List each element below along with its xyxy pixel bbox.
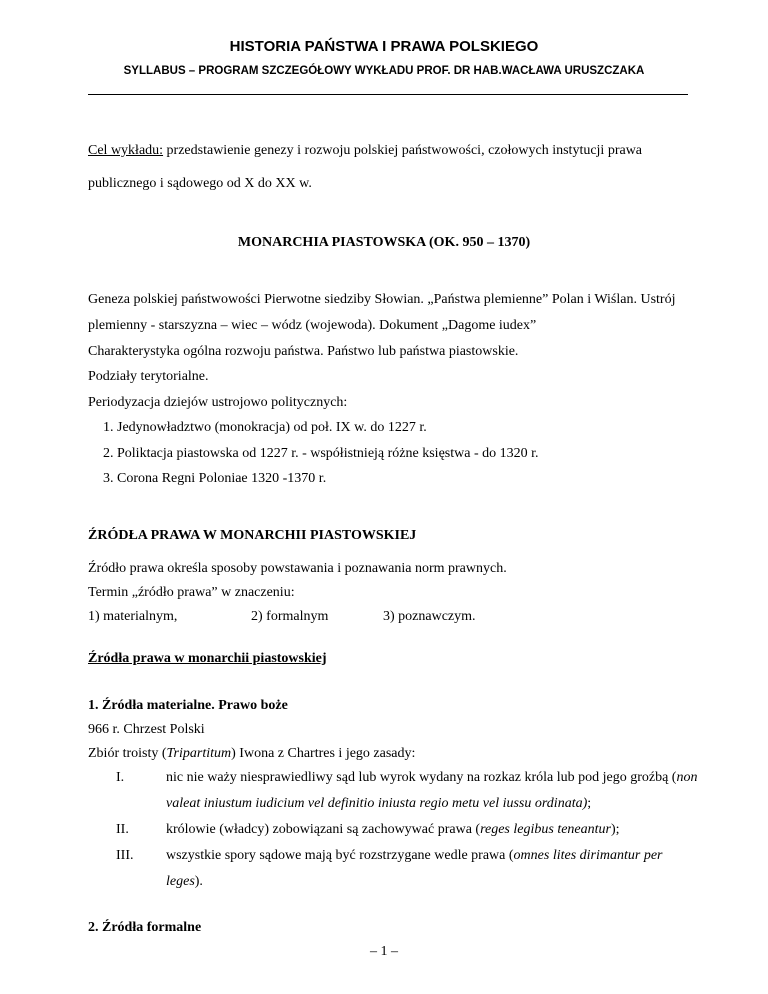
section1-line: Periodyzacja dziejów ustrojowo politycznych: xyxy=(88,395,348,410)
rule-text-part: ); xyxy=(610,822,620,837)
rule-latin: omnes lites dirimantur per xyxy=(513,848,663,863)
rule-latin: leges xyxy=(166,874,195,889)
rule-text-part: królowie (władcy) zobowiązani są zachowywać prawa ( xyxy=(166,822,481,837)
rule-number: I. xyxy=(116,770,125,785)
rule-text-part: wszystkie spory sądowe mają być rozstrzygane wedle prawa ( xyxy=(166,848,514,863)
intro-line-1 xyxy=(88,143,642,159)
period-item: 2. Poliktacja piastowska od 1227 r. - współistnieją różne księstwa - do 1320 r. xyxy=(103,446,539,461)
section1-line: Geneza polskiej państwowości Pierwotne siedziby Słowian. „Państwa plemienne” Polan i Wiślan. Ustrój xyxy=(88,292,676,307)
header-rule xyxy=(88,94,688,95)
rule-latin: valeat iniustum iudicium vel definitio iniusta regio metu vel iussu ordinata) xyxy=(166,796,588,811)
period-item: 3. Corona Regni Poloniae 1320 -1370 r. xyxy=(103,471,327,486)
section1-line: Podziały terytorialne. xyxy=(88,369,209,384)
document-title: HISTORIA PAŃSTWA I PRAWA POLSKIEGO xyxy=(229,38,539,55)
rule-text-part: nic nie waży niesprawiedliwy sąd lub wyrok wydany na rozkaz króla lub pod jego groźbą ( xyxy=(166,770,677,785)
intro-text-1: przedstawienie genezy i rozwoju polskiej państwowości, czołowych instytucji prawa xyxy=(163,143,643,158)
rule-number: II. xyxy=(116,822,129,837)
rule-text-part: ). xyxy=(194,874,203,889)
rule-text-part: ; xyxy=(587,796,592,811)
section-heading-zrodla: ŹRÓDŁA PRAWA W MONARCHII PIASTOWSKIEJ xyxy=(88,528,417,543)
part1-heading: 1. Źródła materialne. Prawo boże xyxy=(88,698,288,713)
tripartitum-post: ) Iwona z Chartres i jego zasady: xyxy=(231,746,416,761)
page-number: – 1 – xyxy=(370,944,398,959)
intro-label: Cel wykładu: xyxy=(88,143,164,158)
rule-text xyxy=(166,770,697,786)
meaning-item: 2) formalnym xyxy=(251,609,329,624)
meaning-item: 1) materialnym, xyxy=(88,609,178,624)
rule-latin: non xyxy=(676,770,698,785)
rule-text xyxy=(166,848,663,864)
intro-line-2: publicznego i sądowego od X do XX w. xyxy=(88,176,312,191)
document-subtitle: SYLLABUS – PROGRAM SZCZEGÓŁOWY WYKŁADU PROF. DR HAB.WACŁAWA URUSZCZAKA xyxy=(123,65,645,77)
period-item: 1. Jedynowładztwo (monokracja) od poł. IX w. do 1227 r. xyxy=(103,420,427,435)
meaning-item: 3) poznawczym. xyxy=(383,609,476,624)
rule-latin: reges legibus teneantur xyxy=(480,822,611,837)
section2-line: Źródło prawa określa sposoby powstawania i poznawania norm prawnych. xyxy=(88,561,507,576)
section1-line: Charakterystyka ogólna rozwoju państwa. Państwo lub państwa piastowskie. xyxy=(88,344,519,359)
rule-text xyxy=(166,822,620,838)
tripartitum-pre: Zbiór troisty ( xyxy=(88,746,167,761)
part1-line: 966 r. Chrzest Polski xyxy=(88,722,205,737)
rule-text xyxy=(166,796,591,812)
rule-text xyxy=(166,874,203,890)
section-heading-monarchia: MONARCHIA PIASTOWSKA (OK. 950 – 1370) xyxy=(237,235,531,250)
subheading-zrodla: Źródła prawa w monarchii piastowskiej xyxy=(88,651,327,666)
tripartitum-title: Tripartitum xyxy=(166,746,232,761)
part2-heading: 2. Źródła formalne xyxy=(88,920,202,935)
rule-number: III. xyxy=(116,848,134,863)
tripartitum-line xyxy=(88,746,415,762)
section1-line: plemienny - starszyzna – wiec – wódz (wojewoda). Dokument „Dagome iudex” xyxy=(88,318,537,333)
section2-line: Termin „źródło prawa” w znaczeniu: xyxy=(88,585,295,600)
